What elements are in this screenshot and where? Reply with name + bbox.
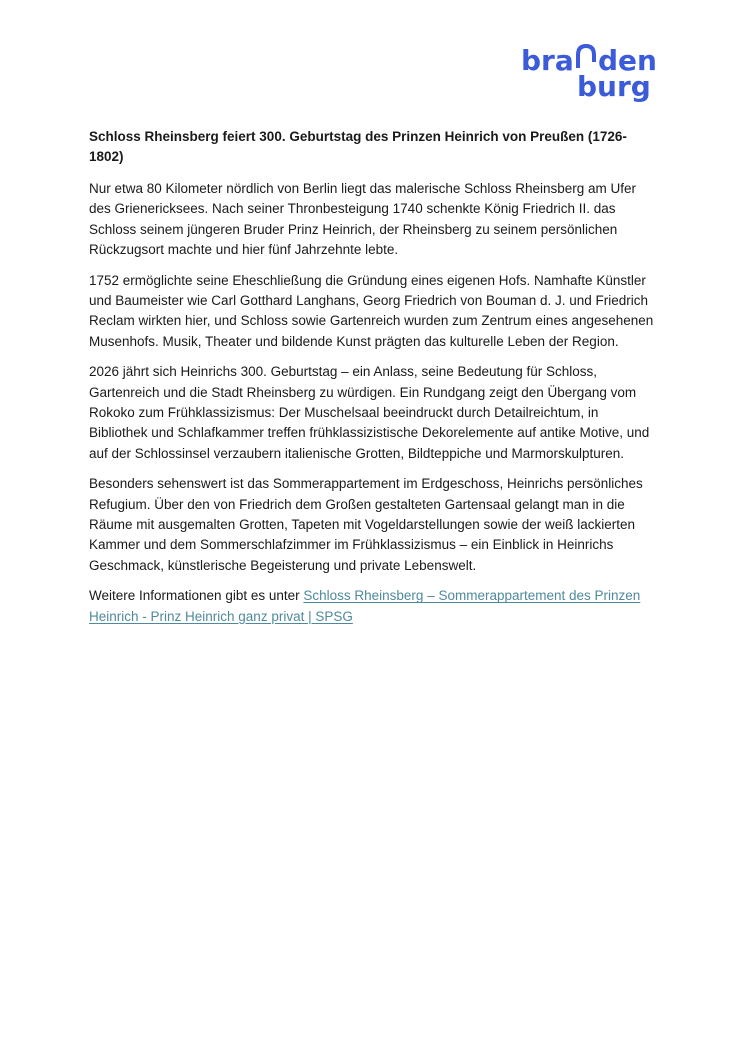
paragraph-court: 1752 ermöglichte seine Eheschließung die Gründung eines eigenen Hofs. Namhafte Künstler und Baumeister wie Carl Gotthard Langhans, Georg Friedrich von Bouman d. J. und Friedrich Reclam wirkten hier, und Schloss sowie Gartenreich wurden zum Zentrum eines angesehenen Musenhofs. Musik, Theater und bildende Kunst prägten das kulturelle Leben der Region. — [89, 272, 654, 349]
paragraph-anniversary: 2026 jährt sich Heinrichs 300. Geburtstag – ein Anlass, seine Bedeutung für Schloss, Gartenreich und die Stadt Rheinsberg zu würdigen. Ein Rundgang zeigt den Übergang vom Rokoko zum Frühklassizismus: Der Muschelsaal beeindruckt durch Detailreichtum, in Bibliothek und Schlafkammer treffen frühklassizistische Dekorelemente auf antike Motive, und auf der Schlossinsel verzaubern italienische Grotten, Bildteppiche und Marmorskulpturen. — [89, 364, 650, 461]
brandenburg-logo — [520, 40, 660, 102]
paragraph-intro: Nur etwa 80 Kilometer nördlich von Berlin liegt das malerische Schloss Rheinsberg am Ufer des Grienericksees. Nach seiner Thronbesteigung 1740 schenkte König Friedrich II. das Schloss seinem jüngeren Bruder Prinz Heinrich, der Rheinsberg zu seinem persönlichen Rückzugsort machte und hier fünf Jahrzehnte lebte. — [89, 181, 636, 257]
logo-text-bra: bra — [521, 44, 574, 77]
paragraph-more-info — [89, 586, 659, 627]
paragraph-summer-apartment: Besonders sehenswert ist das Sommerappartement im Erdgeschoss, Heinrichs persönliches Refugium. Über den von Friedrich dem Großen gestalteten Gartensaal gelangt man in die Räume mit ausgemalten Grotten, Tapeten mit Vogeldarstellungen sowie der weiß lackierten Kammer und dem Sommerschlafzimmer im Frühklassizismus – ein Einblick in Heinrichs Geschmack, künstlerische Begeisterung und private Lebenswelt. — [89, 476, 643, 573]
press-release — [89, 127, 659, 637]
article-title: Schloss Rheinsberg feiert 300. Geburtstag des Prinzen Heinrich von Preußen (1726-1802) — [89, 129, 627, 164]
logo-text-burg: burg — [577, 70, 651, 102]
spsg-link[interactable]: Schloss Rheinsberg – Sommerappartement des Prinzen Heinrich - Prinz Heinrich ganz privat | SPSG — [89, 588, 641, 624]
brandenburg-logo-mark — [520, 40, 660, 102]
logo-text-den: den — [598, 44, 657, 77]
logo-arch-n — [578, 46, 594, 68]
more-info-prefix: Weitere Informationen gibt es unter — [89, 588, 304, 604]
